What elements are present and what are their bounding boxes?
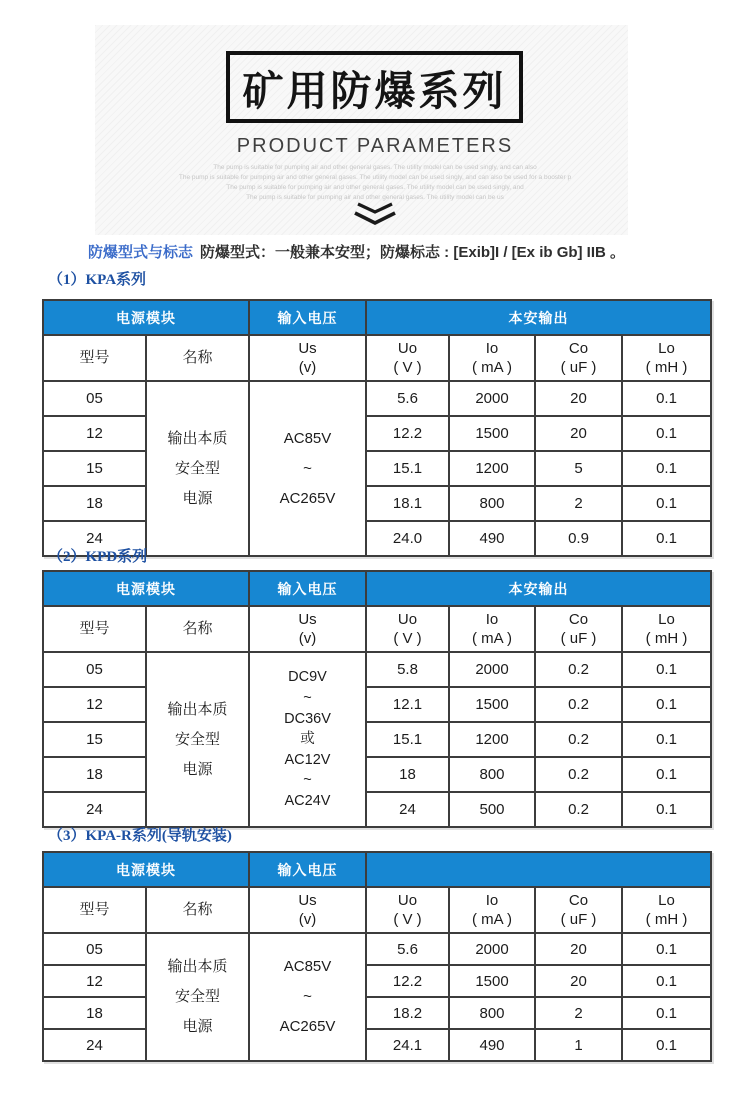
group-header-input-voltage: 输入电压 (249, 852, 366, 887)
lo-cell: 0.1 (622, 965, 711, 997)
co-cell: 0.2 (535, 687, 622, 722)
col-header-co: Co ( uF ) (535, 335, 622, 381)
col-header-model: 型号 (43, 335, 146, 381)
column-header-row (43, 887, 711, 933)
column-header-row (43, 335, 711, 381)
col-header-lo: Lo ( mH ) (622, 887, 711, 933)
io-cell: 2000 (449, 381, 535, 416)
uo-cell: 5.6 (366, 933, 449, 965)
lo-cell: 0.1 (622, 652, 711, 687)
explosion-proof-line (88, 241, 625, 262)
model-cell: 18 (43, 486, 146, 521)
group-header-input-voltage: 输入电压 (249, 571, 366, 606)
table-row (43, 722, 711, 757)
col-header-uo: Uo ( V ) (366, 887, 449, 933)
uo-cell: 15.1 (366, 722, 449, 757)
io-cell: 490 (449, 1029, 535, 1061)
col-header-model: 型号 (43, 606, 146, 652)
io-cell: 1200 (449, 722, 535, 757)
table-row (43, 451, 711, 486)
kpd-series-table (42, 570, 712, 828)
group-header-empty (366, 852, 711, 887)
input-voltage-merged-cell: AC85V ~ AC265V (249, 381, 366, 556)
model-cell: 12 (43, 965, 146, 997)
co-cell: 0.9 (535, 521, 622, 556)
io-cell: 800 (449, 486, 535, 521)
lo-cell: 0.1 (622, 451, 711, 486)
io-cell: 1500 (449, 965, 535, 997)
group-header-input-voltage: 输入电压 (249, 300, 366, 335)
table-row (43, 997, 711, 1029)
double-chevron-down-icon (351, 201, 399, 231)
group-header-row (43, 300, 711, 335)
table-row (43, 652, 711, 687)
uo-cell: 18.2 (366, 997, 449, 1029)
table-row (43, 1029, 711, 1061)
lo-cell: 0.1 (622, 687, 711, 722)
col-header-us: Us (v) (249, 335, 366, 381)
lo-cell: 0.1 (622, 722, 711, 757)
lo-cell: 0.1 (622, 486, 711, 521)
group-header-row (43, 852, 711, 887)
input-voltage-merged-cell: AC85V ~ AC265V (249, 933, 366, 1061)
col-header-us: Us (v) (249, 606, 366, 652)
table-row (43, 486, 711, 521)
co-cell: 0.2 (535, 757, 622, 792)
co-cell: 0.2 (535, 722, 622, 757)
io-cell: 800 (449, 757, 535, 792)
col-header-name: 名称 (146, 606, 249, 652)
table-row (43, 965, 711, 997)
col-header-io: Io ( mA ) (449, 606, 535, 652)
lo-cell: 0.1 (622, 933, 711, 965)
table-row (43, 933, 711, 965)
uo-cell: 24.1 (366, 1029, 449, 1061)
group-header-safe-output: 本安输出 (366, 571, 711, 606)
io-cell: 500 (449, 792, 535, 827)
col-header-co: Co ( uF ) (535, 606, 622, 652)
group-header-safe-output: 本安输出 (366, 300, 711, 335)
lo-cell: 0.1 (622, 1029, 711, 1061)
col-header-io: Io ( mA ) (449, 335, 535, 381)
uo-cell: 15.1 (366, 451, 449, 486)
co-cell: 0.2 (535, 652, 622, 687)
io-cell: 1500 (449, 416, 535, 451)
io-cell: 490 (449, 521, 535, 556)
uo-cell: 24.0 (366, 521, 449, 556)
model-cell: 24 (43, 521, 146, 556)
col-header-co: Co ( uF ) (535, 887, 622, 933)
uo-cell: 18.1 (366, 486, 449, 521)
col-header-uo: Uo ( V ) (366, 335, 449, 381)
model-cell: 24 (43, 1029, 146, 1061)
col-header-name: 名称 (146, 335, 249, 381)
uo-cell: 24 (366, 792, 449, 827)
model-cell: 15 (43, 722, 146, 757)
col-header-uo: Uo ( V ) (366, 606, 449, 652)
lo-cell: 0.1 (622, 757, 711, 792)
model-cell: 12 (43, 687, 146, 722)
description-line: The pump is suitable for pumping air and other general gases. The utility model can be used singly, and can also be used for a booster p (178, 174, 572, 181)
table-row (43, 381, 711, 416)
lo-cell: 0.1 (622, 521, 711, 556)
col-header-us: Us (v) (249, 887, 366, 933)
lo-cell: 0.1 (622, 997, 711, 1029)
banner-description (0, 163, 750, 203)
kpa-series-table (42, 299, 712, 557)
col-header-io: Io ( mA ) (449, 887, 535, 933)
model-cell: 05 (43, 933, 146, 965)
col-header-lo: Lo ( mH ) (622, 335, 711, 381)
lo-cell: 0.1 (622, 381, 711, 416)
table-row (43, 416, 711, 451)
description-line: The pump is suitable for pumping air and other general gases. The utility model can be used singly, and can also (213, 164, 537, 171)
section-heading-kpa-r: （3）KPA-R系列(导轨安装) (48, 828, 232, 844)
name-merged-cell: 输出本质 安全型 电源 (146, 652, 249, 827)
co-cell: 2 (535, 486, 622, 521)
model-cell: 12 (43, 416, 146, 451)
table-row (43, 757, 711, 792)
name-merged-cell: 输出本质 安全型 电源 (146, 381, 249, 556)
co-cell: 1 (535, 1029, 622, 1061)
co-cell: 20 (535, 381, 622, 416)
description-line: The pump is suitable for pumping air and other general gases. The utility model can be used singly, and (226, 184, 524, 191)
group-header-row (43, 571, 711, 606)
group-header-power-module: 电源模块 (43, 571, 249, 606)
col-header-model: 型号 (43, 887, 146, 933)
lo-cell: 0.1 (622, 792, 711, 827)
col-header-lo: Lo ( mH ) (622, 606, 711, 652)
model-cell: 05 (43, 652, 146, 687)
lo-cell: 0.1 (622, 416, 711, 451)
io-cell: 2000 (449, 933, 535, 965)
uo-cell: 5.8 (366, 652, 449, 687)
section-heading-kpa: （1）KPA系列 (48, 272, 147, 288)
col-header-name: 名称 (146, 887, 249, 933)
model-cell: 15 (43, 451, 146, 486)
name-merged-cell: 输出本质 安全型 电源 (146, 933, 249, 1061)
io-cell: 800 (449, 997, 535, 1029)
co-cell: 5 (535, 451, 622, 486)
group-header-power-module: 电源模块 (43, 852, 249, 887)
table-row (43, 687, 711, 722)
group-header-power-module: 电源模块 (43, 300, 249, 335)
section-heading-kpd: （2）KPD系列 (48, 549, 148, 565)
series-title: 矿用防爆系列 (242, 67, 507, 114)
io-cell: 2000 (449, 652, 535, 687)
model-cell: 18 (43, 757, 146, 792)
kpa-r-series-table (42, 851, 712, 1062)
uo-cell: 12.2 (366, 416, 449, 451)
co-cell: 0.2 (535, 792, 622, 827)
uo-cell: 5.6 (366, 381, 449, 416)
series-title-box (226, 51, 523, 123)
explosion-proof-label: 防爆型式与标志 (88, 244, 194, 261)
co-cell: 20 (535, 933, 622, 965)
io-cell: 1500 (449, 687, 535, 722)
explosion-proof-text: 防爆型式：一般兼本安型；防爆标志 : [Exib]I / [Ex ib Gb] IIB 。 (200, 244, 626, 261)
banner-subtitle: PRODUCT PARAMETERS (236, 135, 514, 157)
description-line: The pump is suitable for pumping air and other general gases. The utility model can be us (246, 194, 504, 201)
co-cell: 20 (535, 965, 622, 997)
co-cell: 2 (535, 997, 622, 1029)
table-row (43, 792, 711, 827)
uo-cell: 18 (366, 757, 449, 792)
io-cell: 1200 (449, 451, 535, 486)
model-cell: 18 (43, 997, 146, 1029)
input-voltage-merged-cell: DC9V ~ DC36V 或 AC12V ~ AC24V (249, 652, 366, 827)
uo-cell: 12.2 (366, 965, 449, 997)
model-cell: 24 (43, 792, 146, 827)
co-cell: 20 (535, 416, 622, 451)
column-header-row (43, 606, 711, 652)
model-cell: 05 (43, 381, 146, 416)
uo-cell: 12.1 (366, 687, 449, 722)
